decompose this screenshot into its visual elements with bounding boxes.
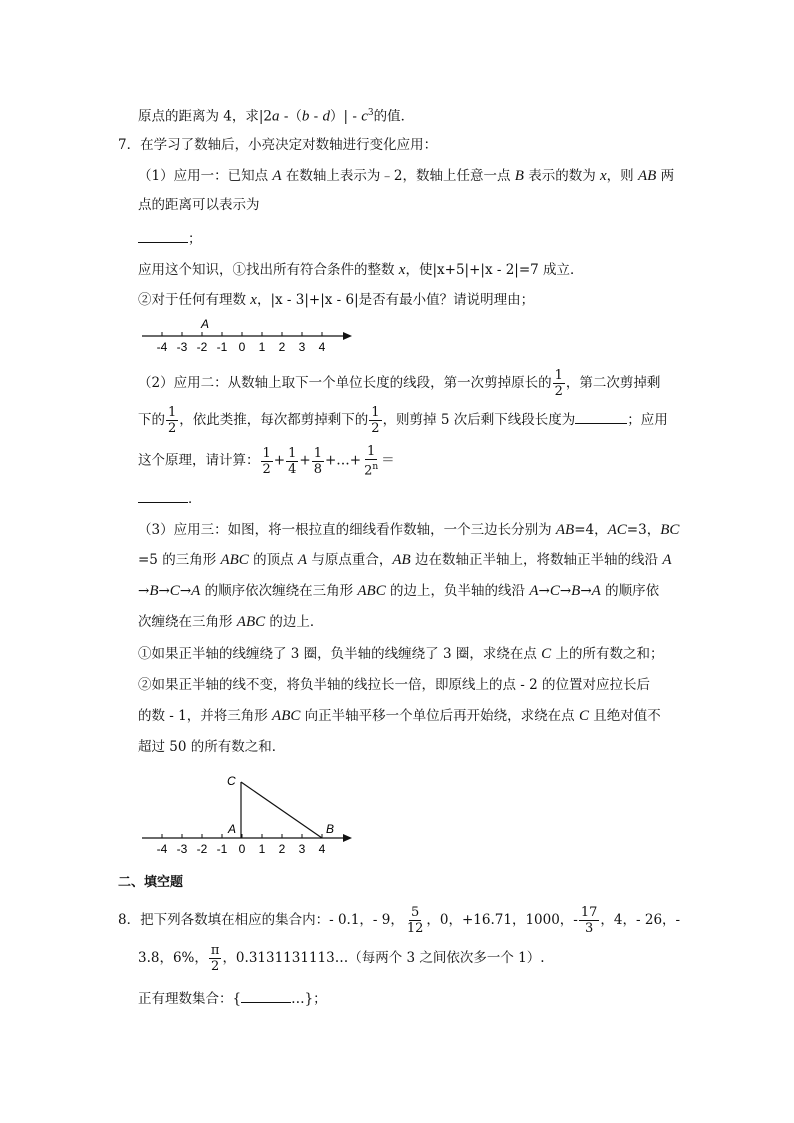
q7-app3-task2: ②如果正半轴的线不变，将负半轴的线拉长一倍，即原线上的点 - 2 的位置对应拉长后 — [138, 677, 651, 693]
triangle-figure — [138, 770, 358, 860]
axis-tick-label: -4 — [156, 842, 168, 856]
q7-app1-line2: 点的距离可以表示为 — [138, 197, 260, 213]
q6-tail: 原点的距离为 4，求|2a $-(b - d)| - c^3$的值． — [138, 108, 415, 125]
axis-tick-label: -2 — [196, 340, 208, 354]
axis-tick-label: -1 — [216, 340, 228, 354]
fraction: $\frac{\pi}{2}$ — [210, 943, 220, 974]
q7-app3-line3: →B→C→A 的顺序依次缠绕在三角形 ABC 的边上，负半轴的线沿 A→C→B→A 的顺序依 — [138, 583, 660, 599]
fraction: $\frac{1}{2}$ — [262, 445, 271, 477]
fraction: $\frac{1}{2^n}$ — [364, 444, 379, 479]
axis-tick-label: -4 — [156, 340, 168, 354]
fraction: $\frac{1}{2}$ — [554, 368, 563, 399]
fraction: $\frac{1}{2}$ — [371, 405, 380, 436]
point-label-a: A — [201, 317, 210, 331]
axis-tick-label: 0 — [238, 842, 246, 856]
answer-blank[interactable] — [241, 988, 291, 1003]
fraction: $\frac{1}{2}$ — [168, 405, 177, 436]
fraction: $\frac{1}{4}$ — [288, 445, 297, 477]
q7-app2-line2: 下的 $\frac{1}{2}$ ，依此类推，每次都剪掉剩下的 $\frac{1}{2}$ ，则剪掉 5 次后剩下线段长度为 ；应用 — [138, 405, 668, 436]
q7-app3-line2: =5 的三角形 ABC 的顶点 A 与原点重合，AB 边在数轴正半轴上，将数轴正半轴的线沿 A — [138, 552, 672, 568]
vertex-label-c: C — [227, 774, 236, 788]
fraction: $\frac{17}{3}$ — [580, 905, 598, 936]
vertex-label-b: B — [326, 822, 335, 836]
q7-app1-answer: ； — [138, 228, 202, 249]
fraction: $\frac{5}{12}$ — [406, 905, 424, 936]
fraction: $\frac{1}{8}$ — [313, 445, 322, 477]
axis-tick-label: 1 — [258, 842, 266, 856]
axis-tick-label: -1 — [216, 842, 228, 856]
q7-app3-task2-cont: 的数 - 1，并将三角形 ABC 向正半轴平移一个单位后再开始绕，求绕在点 C 且绝对值不 — [138, 708, 661, 724]
q7-title: 7．在学习了数轴后，小亮决定对数轴进行变化应用： — [118, 137, 438, 153]
q7-app2-answer: ． — [138, 488, 202, 509]
q7-app3-task2-end: 超过 50 的所有数之和． — [138, 739, 286, 755]
answer-blank[interactable] — [138, 228, 188, 243]
axis-tick-label: 3 — [298, 340, 306, 354]
axis-tick-label: 2 — [278, 842, 286, 856]
q7-app1-line1: （1）应用一：已知点 A 在数轴上表示为﹣2，数轴上任意一点 B 表示的数为 x，则 AB 两 — [138, 168, 675, 184]
side-bc — [241, 782, 322, 838]
axis-tick-label: -3 — [176, 340, 188, 354]
answer-blank[interactable] — [575, 409, 627, 424]
q7-app2-line3: 这个原理，请计算： $\frac{1}{2}$ + $\frac{1}{4}$ + $\frac{1}{8}$ +…+ $\frac{1}{2^n}$ ＝ — [138, 444, 395, 479]
section-heading: 二、填空题 — [118, 875, 184, 890]
axis-tick-label: 2 — [278, 340, 286, 354]
axis-tick-label: 4 — [318, 340, 326, 354]
q7-app3-task1: ①如果正半轴的线缠绕了 3 圈，负半轴的线缠绕了 3 圈，求绕在点 C 上的所有数之和； — [138, 646, 664, 662]
q7-app1-task2: ②对于任何有理数 x，|x - 3|+|x - 6|是否有最小值？请说明理由； — [138, 292, 535, 308]
axis-tick-label: 0 — [238, 340, 246, 354]
axis-tick-label: -2 — [196, 842, 208, 856]
q8-line3: 正有理数集合：{ …}； — [138, 988, 327, 1009]
q7-app3-line4: 次缠绕在三角形 ABC 的边上． — [138, 614, 324, 630]
axis-tick-label: 3 — [298, 842, 306, 856]
q8-line1: 8．把下列各数填在相应的集合内：- 0.1，- 9， $\frac{5}{12}$ ，0，+16.71，1000，- $\frac{17}{3}$ ，4，- 26，- — [118, 905, 681, 936]
axis-tick-label: -3 — [176, 842, 188, 856]
number-line-1 — [138, 314, 358, 358]
q7-app1-task1: 应用这个知识，①找出所有符合条件的整数 x，使|x+5|+|x - 2|=7 成立． — [138, 262, 584, 278]
axis-tick-label: 1 — [258, 340, 266, 354]
vertex-label-a: A — [228, 822, 237, 836]
q7-app3-line1: （3）应用三：如图，将一根拉直的细线看作数轴，一个三边长分别为 AB=4，AC=3，BC — [138, 522, 680, 538]
answer-blank[interactable] — [138, 488, 188, 503]
q7-app2-line1: （2）应用二：从数轴上取下一个单位长度的线段，第一次剪掉原长的 $\frac{1}{2}$ ，第二次剪掉剩 — [138, 368, 661, 399]
axis-tick-label: 4 — [318, 842, 326, 856]
q8-line2: 3.8，6%， $\frac{\pi}{2}$ ，0.3131131113…（每两个 3 之间依次多一个 1）. — [138, 943, 545, 974]
